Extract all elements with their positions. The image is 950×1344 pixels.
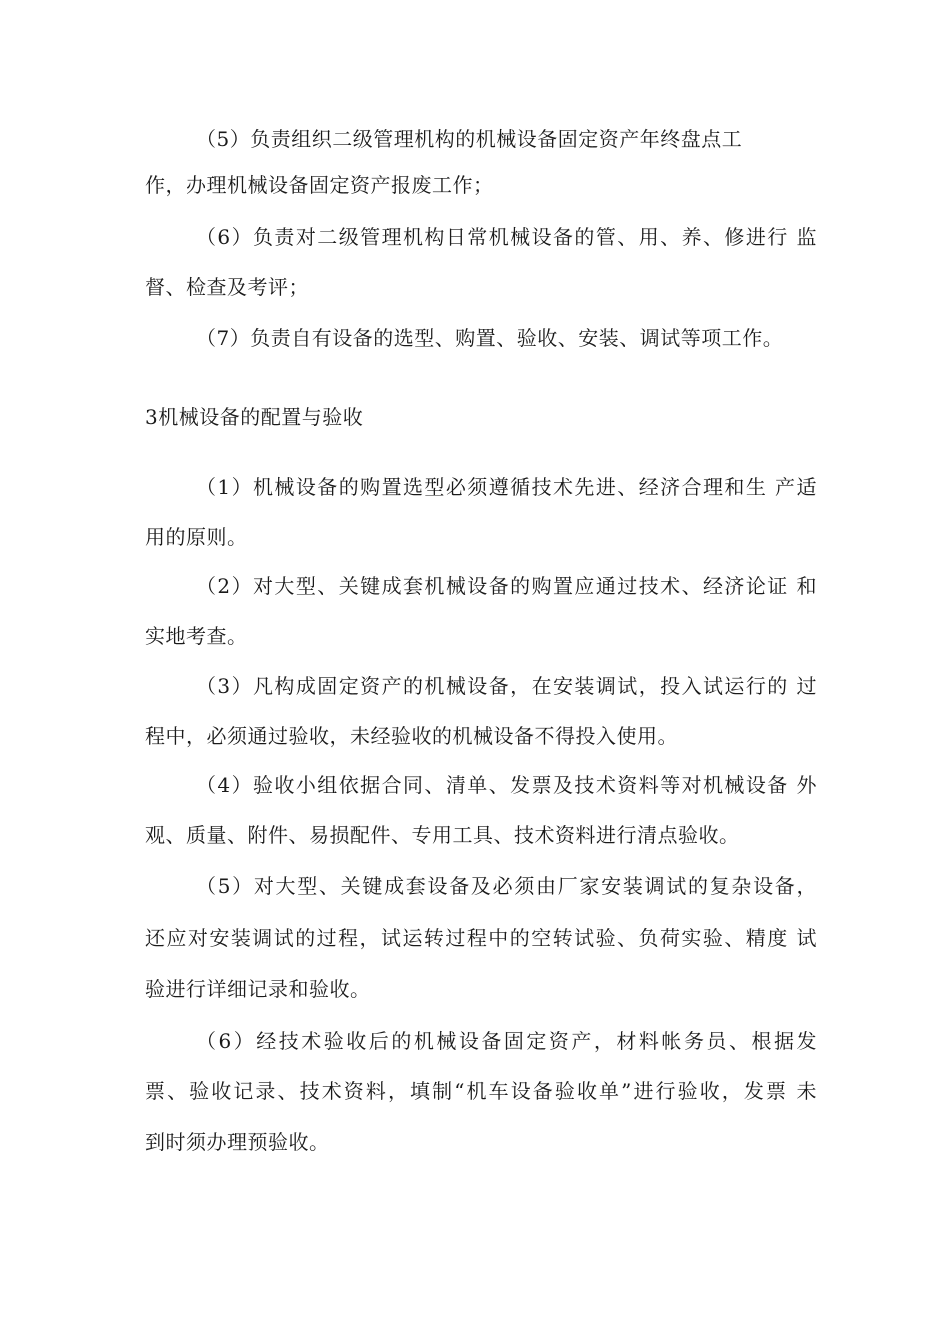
section-heading: 3机械设备的配置与验收 [145, 405, 364, 429]
para-5a-line-2: 作，办理机械设备固定资产报废工作； [145, 173, 494, 197]
para-6b-line-3: 到时须办理预验收。 [145, 1130, 330, 1154]
para-1-line-1: （1）机械设备的购置选型必须遵循技术先进、经济合理和生 产适 [196, 475, 817, 499]
para-5b-line-2: 还应对安装调试的过程，试运转过程中的空转试验、负荷实验、精度 试 [145, 926, 817, 950]
para-5a-line-1: （5）负责组织二级管理机构的机械设备固定资产年终盘点工 [196, 127, 743, 151]
para-6a-line-1: （6）负责对二级管理机构日常机械设备的管、用、养、修进行 监 [196, 225, 817, 249]
para-4-line-2: 观、质量、附件、易损配件、专用工具、技术资料进行清点验收。 [145, 823, 740, 847]
para-2-line-1: （2）对大型、关键成套机械设备的购置应通过技术、经济论证 和 [196, 574, 817, 598]
para-3-line-1: （3）凡构成固定资产的机械设备，在安装调试，投入试运行的 过 [196, 674, 817, 698]
para-1-line-2: 用的原则。 [145, 525, 248, 549]
para-7a-line-1: （7）负责自有设备的选型、购置、验收、安装、调试等项工作。 [196, 326, 784, 350]
para-3-line-2: 程中，必须通过验收，未经验收的机械设备不得投入使用。 [145, 724, 678, 748]
para-4-line-1: （4）验收小组依据合同、清单、发票及技术资料等对机械设备 外 [196, 773, 817, 797]
para-6a-line-2: 督、检查及考评； [145, 275, 309, 299]
para-5b-line-3: 验进行详细记录和验收。 [145, 977, 371, 1001]
para-6b-line-2: 票、验收记录、技术资料，填制“机车设备验收单”进行验收，发票 未 [145, 1079, 817, 1103]
para-5b-line-1: （5）对大型、关键成套设备及必须由厂家安装调试的复杂设备， [196, 874, 817, 898]
para-6b-line-1: （6）经技术验收后的机械设备固定资产，材料帐务员、根据发 [196, 1029, 817, 1053]
para-2-line-2: 实地考查。 [145, 624, 248, 648]
